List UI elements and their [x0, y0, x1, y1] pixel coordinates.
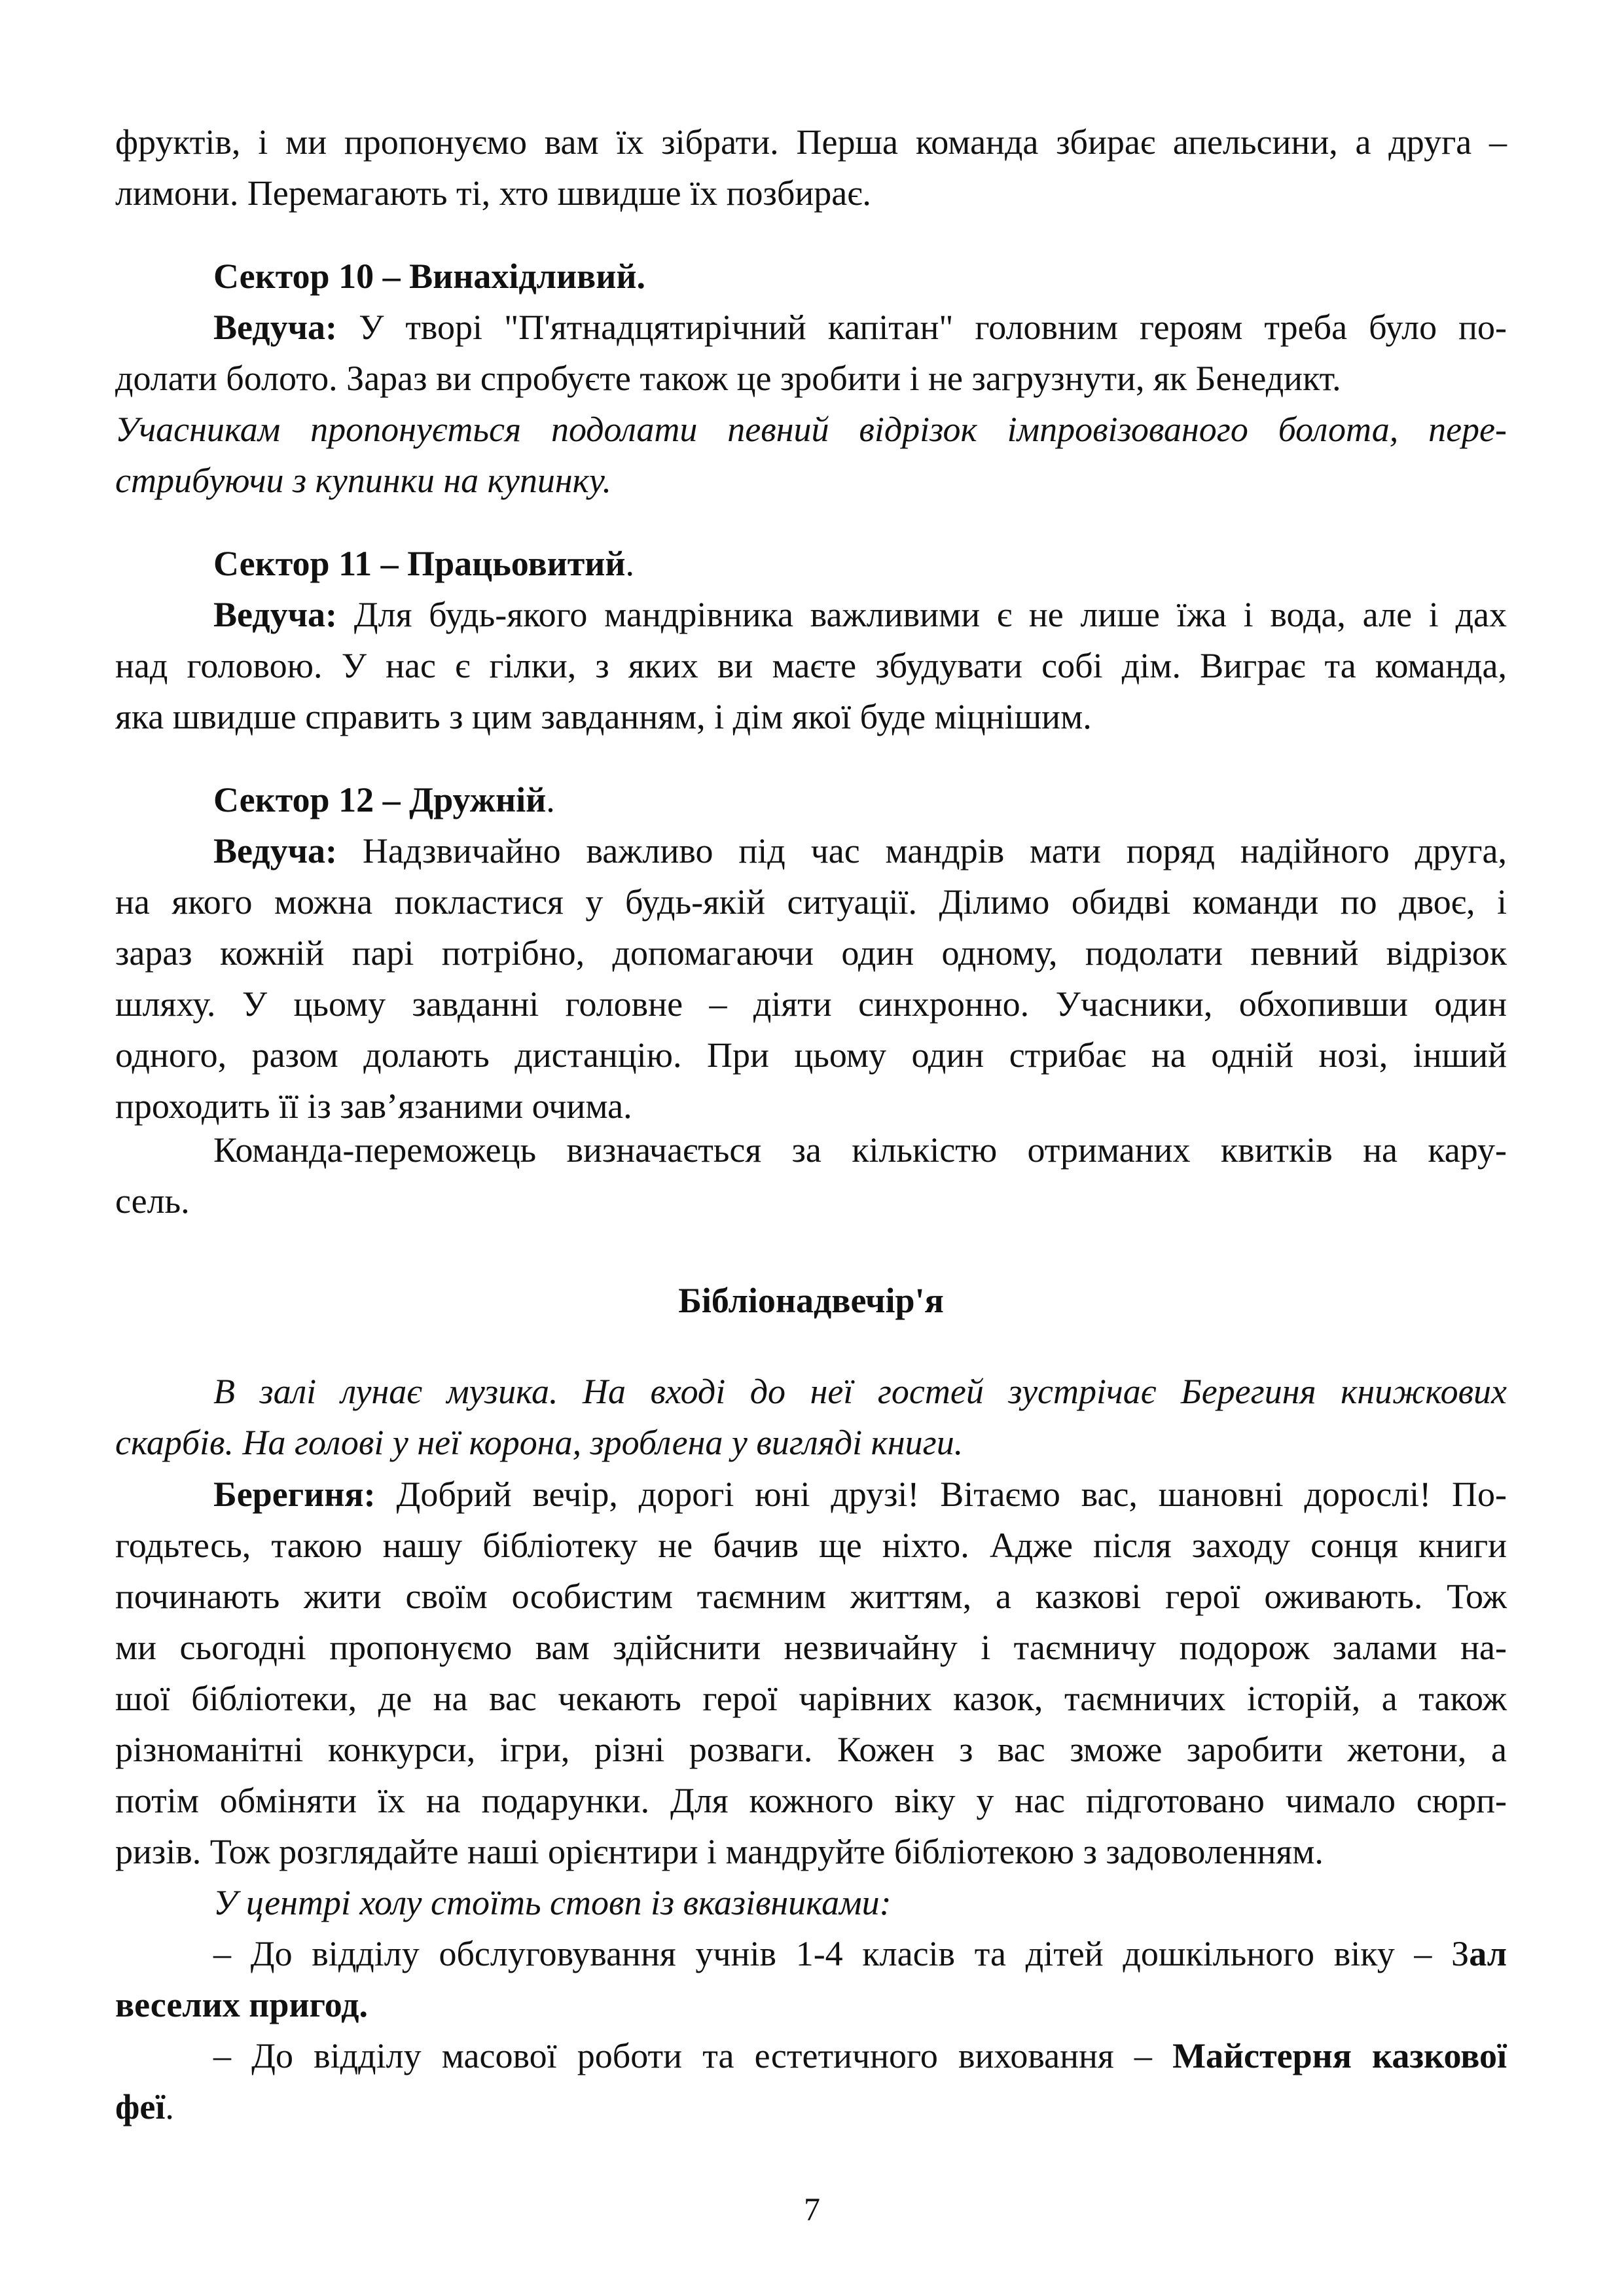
text-line: проходить її із зав’язаними очима.	[115, 1086, 632, 1126]
speaker-label: Ведуча:	[213, 831, 338, 870]
text-line: ризів. Тож розглядайте наші орієнтири і мандруйте бібліотекою з задоволенням.	[115, 1832, 1324, 1871]
text-line: на якого можна покластися у будь-якій ситуації. Ділимо обидві команди по двоє, і	[115, 882, 1507, 922]
text-line: годьтесь, такою нашу бібліотеку не бачив ще ніхто. Адже після заходу сонця книги	[115, 1526, 1507, 1565]
section-title: Бібліонадвечір'я	[678, 1281, 944, 1320]
text-line	[115, 302, 1507, 353]
section-heading	[115, 774, 1507, 825]
heading-dot: .	[625, 544, 634, 583]
text-line	[115, 1469, 1507, 1520]
text-line: фруктів, і ми пропонуємо вам їх зібрати. Перша команда збирає апельсини, а друга –	[115, 122, 1507, 162]
stage-direction: Учасникам пропонується подолати певний відрізок імпровізованого болота, пере-	[115, 410, 1507, 449]
section-heading-text: Сектор 12 – Дружній	[213, 780, 547, 819]
text-run: Надзвичайно важливо під час мандрів мати поряд надійного друга,	[362, 831, 1507, 870]
text-run: – До відділу обслуговування учнів 1-4 класів та дітей дошкільного віку – З	[213, 1934, 1470, 1973]
sector-10-section	[115, 251, 1507, 506]
stage-direction: стрибуючи з купинки на купинку.	[115, 461, 611, 500]
text-line: Команда-переможець визначається за кількістю отриманих квитків на кару-	[213, 1130, 1507, 1170]
speaker-label: Берегиня:	[213, 1475, 376, 1514]
text-line	[115, 825, 1507, 876]
room-name: ал	[1469, 1934, 1507, 1973]
text-run: .	[165, 2087, 174, 2126]
stage-direction: У центрі холу стоїть стовп із вказівниками:	[213, 1883, 892, 1922]
sector-12-section	[115, 774, 1507, 1132]
direction-item	[115, 1928, 1507, 1979]
section-heading-text: Сектор 11 – Працьовитий	[213, 544, 626, 583]
text-run: У творі "П'ятнадцятирічний капітан" головним героям треба було по-	[359, 308, 1507, 347]
text-line: долати болото. Зараз ви спробуєте також це зробити і не загрузнути, як Бенедикт.	[115, 359, 1341, 398]
text-line: потім обміняти їх на подарунки. Для кожного віку у нас підготовано чимало сюрп-	[115, 1781, 1507, 1820]
text-line	[115, 589, 1507, 640]
direction-item	[115, 2030, 1507, 2081]
text-run: Для будь-якого мандрівника важливими є не лише їжа і вода, але і дах	[353, 595, 1507, 634]
text-line: шої бібліотеки, де на вас чекають герої чарівних казок, таємничих історій, а також	[115, 1679, 1507, 1718]
room-name: феї	[115, 2087, 166, 2126]
section-heading	[115, 538, 1507, 589]
text-run: – До відділу масової роботи та естетичного виховання –	[213, 2036, 1152, 2075]
speaker-label: Ведуча:	[213, 595, 338, 634]
text-line: ми сьогодні пропонуємо вам здійснити незвичайну і таємничу подорож залами на-	[115, 1628, 1507, 1667]
heading-dot: .	[546, 780, 555, 819]
direction-item-cont	[115, 1979, 1507, 2030]
intro-paragraph	[115, 117, 1507, 219]
text-line: різноманітні конкурси, ігри, різні розваги. Кожен з вас зможе заробити жетони, а	[115, 1730, 1507, 1769]
sector-11-section	[115, 538, 1507, 742]
text-line: над головою. У нас є гілки, з яких ви маєте збудувати собі дім. Виграє та команда,	[115, 646, 1507, 685]
text-line: зараз кожній парі потрібно, допомагаючи один одному, подолати певний відрізок	[115, 933, 1507, 973]
section-heading: Сектор 10 – Винахідливий.	[213, 257, 645, 296]
stage-direction: скарбів. На голові у неї корона, зроблена у вигляді книги.	[115, 1423, 964, 1462]
text-line: сель.	[115, 1181, 190, 1221]
speaker-label: Ведуча:	[213, 308, 338, 347]
stage-direction: В залі лунає музика. На вході до неї гостей зустрічає Берегиня книжкових	[213, 1372, 1507, 1411]
text-line: шляху. У цьому завданні головне – діяти синхронно. Учасники, обхопивши один	[115, 984, 1507, 1024]
direction-item-cont	[115, 2081, 1507, 2132]
text-run: Добрий вечір, дорогі юні друзі! Вітаємо вас, шановні дорослі! По-	[396, 1475, 1507, 1514]
winner-paragraph	[115, 1124, 1507, 1227]
text-line: яка швидше справить з цим завданням, і дім якої буде міцнішим.	[115, 697, 1092, 736]
room-name: веселих пригод	[115, 1985, 359, 2024]
text-run: .	[359, 1985, 368, 2024]
text-line: лимони. Перемагають ті, хто швидше їх позбирає.	[115, 173, 871, 213]
page-number: 7	[804, 2191, 820, 2227]
bereginya-speech	[115, 1469, 1507, 2132]
text-line: одного, разом долають дистанцію. При цьому один стрибає на одній нозі, інший	[115, 1035, 1507, 1075]
room-name: Майстерня казкової	[1172, 2036, 1507, 2075]
biblio-stage-direction	[115, 1366, 1507, 1468]
text-line: починають жити своїм особистим таємним життям, а казкові герої оживають. Тож	[115, 1577, 1507, 1616]
